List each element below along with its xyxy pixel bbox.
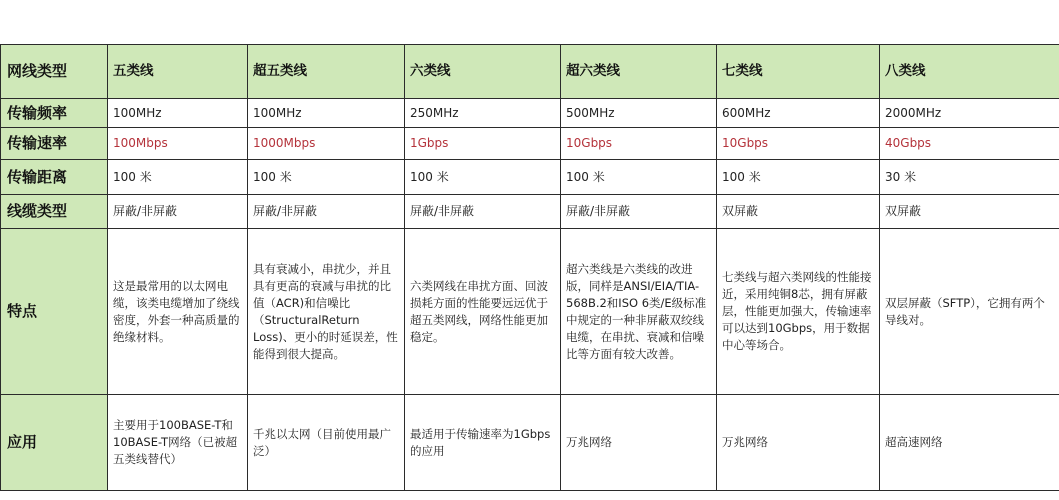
table-cell: 30 米 bbox=[880, 160, 1059, 195]
table-cell: 40Gbps bbox=[880, 128, 1059, 160]
table-cell: 100 米 bbox=[561, 160, 717, 195]
header-cat5e: 超五类线 bbox=[248, 45, 405, 99]
row-label: 特点 bbox=[1, 229, 108, 395]
feature-text: 七类线与超六类网线的性能接近，采用纯铜8芯，拥有屏蔽层，性能更加强大，传输速率可以达到10Gbps，用于数据中心等场合。 bbox=[722, 270, 872, 352]
table-cell: 屏蔽/非屏蔽 bbox=[561, 195, 717, 229]
table-cell: 屏蔽/非屏蔽 bbox=[248, 195, 405, 229]
table-cell bbox=[880, 229, 1059, 395]
row-speed bbox=[1, 128, 1059, 160]
table-cell: 10Gbps bbox=[717, 128, 880, 160]
table-cell bbox=[108, 229, 248, 395]
table-cell: 100Mbps bbox=[108, 128, 248, 160]
header-cat5: 五类线 bbox=[108, 45, 248, 99]
row-distance bbox=[1, 160, 1059, 195]
table-cell bbox=[248, 229, 405, 395]
table-cell: 2000MHz bbox=[880, 99, 1059, 128]
table-cell: 屏蔽/非屏蔽 bbox=[405, 195, 561, 229]
row-shielding bbox=[1, 195, 1059, 229]
row-features bbox=[1, 229, 1059, 395]
table-cell bbox=[880, 395, 1059, 491]
header-cat6: 六类线 bbox=[405, 45, 561, 99]
application-text: 千兆以太网（目前使用最广泛） bbox=[253, 426, 391, 458]
application-text: 最适用于传输速率为1Gbps的应用 bbox=[410, 426, 551, 458]
table-cell bbox=[561, 395, 717, 491]
table-cell: 双屏蔽 bbox=[880, 195, 1059, 229]
feature-text: 双层屏蔽（SFTP），它拥有两个导线对。 bbox=[885, 295, 1045, 327]
table-cell bbox=[561, 229, 717, 395]
header-cat7: 七类线 bbox=[717, 45, 880, 99]
table-cell: 100MHz bbox=[248, 99, 405, 128]
cable-comparison-table bbox=[0, 44, 1059, 491]
table-cell: 250MHz bbox=[405, 99, 561, 128]
row-label: 传输速率 bbox=[1, 128, 108, 160]
header-cat8: 八类线 bbox=[880, 45, 1059, 99]
header-row bbox=[1, 45, 1059, 99]
row-application bbox=[1, 395, 1059, 491]
table-cell: 1000Mbps bbox=[248, 128, 405, 160]
table-cell: 100 米 bbox=[405, 160, 561, 195]
row-label: 线缆类型 bbox=[1, 195, 108, 229]
application-text: 万兆网络 bbox=[722, 435, 768, 449]
header-cat6a: 超六类线 bbox=[561, 45, 717, 99]
application-text: 超高速网络 bbox=[885, 435, 943, 449]
application-text: 主要用于100BASE-T和10BASE-T网络（已被超五类线替代） bbox=[113, 418, 238, 466]
table-cell: 100 米 bbox=[717, 160, 880, 195]
table-cell bbox=[717, 229, 880, 395]
header-label-cell: 网线类型 bbox=[1, 45, 108, 99]
table-cell bbox=[405, 229, 561, 395]
table-cell: 10Gbps bbox=[561, 128, 717, 160]
feature-text: 这是最常用的以太网电缆，该类电缆增加了绕线密度，外套一种高质量的绝缘材料。 bbox=[113, 278, 240, 344]
table-cell bbox=[717, 395, 880, 491]
table-cell: 100 米 bbox=[108, 160, 248, 195]
table-cell: 1Gbps bbox=[405, 128, 561, 160]
table-cell: 100MHz bbox=[108, 99, 248, 128]
row-label: 应用 bbox=[1, 395, 108, 491]
row-label: 传输频率 bbox=[1, 99, 108, 128]
table-cell: 500MHz bbox=[561, 99, 717, 128]
table-cell: 双屏蔽 bbox=[717, 195, 880, 229]
application-text: 万兆网络 bbox=[566, 435, 612, 449]
feature-text: 六类网线在串扰方面、回波损耗方面的性能要远远优于超五类网线，网络性能更加稳定。 bbox=[410, 278, 548, 344]
table-cell bbox=[405, 395, 561, 491]
row-label: 传输距离 bbox=[1, 160, 108, 195]
table-cell: 100 米 bbox=[248, 160, 405, 195]
feature-text: 具有衰减小，串扰少，并且具有更高的衰减与串扰的比值（ACR)和信噪比（StructuralReturn Loss)、更小的时延误差，性能得到很大提高。 bbox=[253, 261, 398, 361]
table-cell bbox=[248, 395, 405, 491]
table-cell bbox=[108, 395, 248, 491]
feature-text: 超六类线是六类线的改进版，同样是ANSI/EIA/TIA-568B.2和ISO 6类/E级标准中规定的一种非屏蔽双绞线电缆，在串扰、衰减和信噪比等方面有较大改善。 bbox=[566, 261, 707, 361]
table-cell: 屏蔽/非屏蔽 bbox=[108, 195, 248, 229]
table-cell: 600MHz bbox=[717, 99, 880, 128]
row-frequency bbox=[1, 99, 1059, 128]
